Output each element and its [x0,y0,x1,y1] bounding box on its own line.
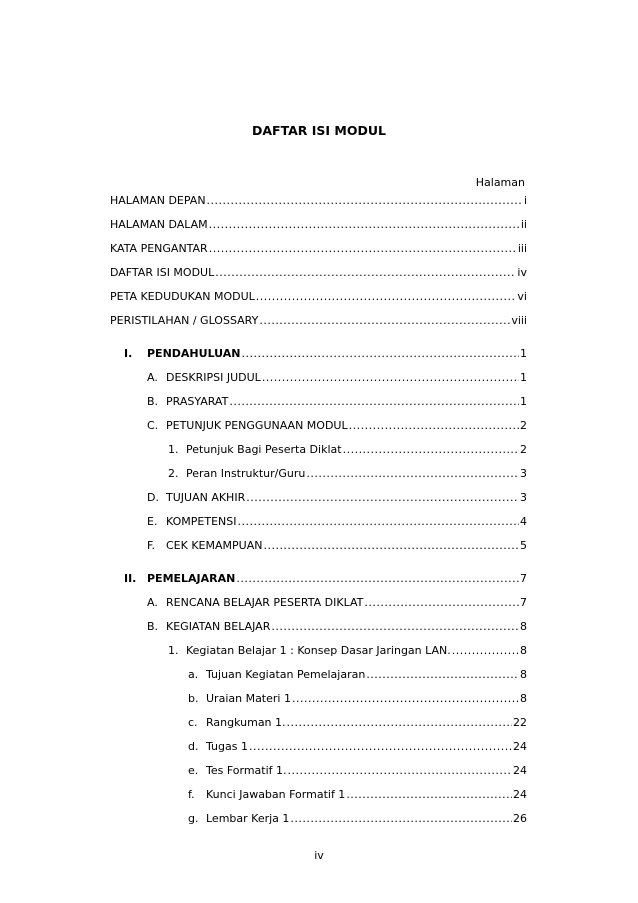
toc-entry-kata-pengantar[interactable] [110,241,527,257]
leader-dots [290,811,512,827]
leader-dots [229,394,519,410]
leader-dots [215,265,516,281]
toc-entry-label: TUJUAN AKHIR [166,491,246,504]
toc-entry-peristilahan[interactable] [110,313,527,329]
toc-entry-peran-instruktur[interactable] [168,466,527,482]
toc-entry-number: 1. [168,443,179,456]
toc-entry-uraian-materi[interactable] [188,691,527,707]
toc-entry-label: DESKRIPSI JUDUL [166,371,261,384]
toc-entry-number: b. [188,692,199,705]
toc-entry-page: 8 [520,620,527,633]
toc-entry-page: 8 [520,644,527,657]
toc-entry-page: 1 [520,371,527,384]
toc-entry-number: A. [147,596,158,609]
toc-entry-label: Uraian Materi 1 [206,692,291,705]
toc-section-pendahuluan[interactable] [124,346,527,362]
toc-entry-page: 8 [520,692,527,705]
leader-dots [259,313,510,329]
toc-entry-tujuan-akhir[interactable] [147,490,527,506]
toc-entry-label: PENDAHULUAN [147,347,241,360]
toc-entry-rangkuman[interactable] [188,715,527,731]
toc-section-pemelajaran[interactable] [124,571,527,587]
toc-entry-label: PETA KEDUDUKAN MODUL [110,290,255,303]
toc-entry-page: 3 [520,491,527,504]
toc-entry-label: PRASYARAT [166,395,229,408]
toc-entry-label: PETUNJUK PENGGUNAAN MODUL [166,419,348,432]
toc-entry-label: KOMPETENSI [166,515,237,528]
toc-entry-page: vi [517,290,527,303]
toc-entry-lembar-kerja[interactable] [188,811,527,827]
toc-entry-page: 22 [513,716,527,729]
toc-entry-page: i [523,194,527,207]
toc-entry-label: PEMELAJARAN [147,572,236,585]
toc-entry-page: 3 [520,467,527,480]
toc-entry-page: 7 [520,596,527,609]
toc-entry-number: C. [147,419,159,432]
leader-dots [242,346,520,362]
toc-entry-number: I. [124,347,133,360]
toc-entry-page: viii [511,314,527,327]
toc-entry-page: 2 [520,419,527,432]
leader-dots [349,418,519,434]
toc-entry-page: iv [517,266,527,279]
toc-entry-kegiatan-belajar[interactable] [147,619,527,635]
toc-entry-page: 2 [520,443,527,456]
toc-entry-kegiatan-belajar-1[interactable] [168,643,527,659]
toc-entry-kompetensi[interactable] [147,514,527,530]
leader-dots [343,442,519,458]
toc-entry-number: D. [147,491,159,504]
toc-entry-number: f. [188,788,195,801]
leader-dots [288,763,512,779]
toc-entry-label: Tes Formatif 1. [206,764,287,777]
toc-entry-number: 1. [168,644,179,657]
toc-entry-label: CEK KEMAMPUAN [166,539,263,552]
leader-dots [209,217,520,233]
toc-entry-number: B. [147,620,159,633]
toc-entry-halaman-dalam[interactable] [110,217,527,233]
leader-dots [209,241,517,257]
leader-dots [346,787,512,803]
toc-entry-daftar-isi[interactable] [110,265,527,281]
toc-entry-label: HALAMAN DEPAN [110,194,206,207]
toc-entry-tes-formatif[interactable] [188,763,527,779]
toc-entry-number: c. [188,716,198,729]
toc-entry-page: 1 [520,395,527,408]
toc-entry-label: Tujuan Kegiatan Pemelajaran [206,668,366,681]
toc-entry-page: 8 [520,668,527,681]
leader-dots [237,514,519,530]
leader-dots [287,715,512,731]
leader-dots [262,370,519,386]
toc-entry-page: 26 [513,812,527,825]
toc-entry-number: E. [147,515,158,528]
page-number-footer: iv [314,849,324,862]
toc-entry-label: Lembar Kerja 1 [206,812,290,825]
page-title: DAFTAR ISI MODUL [251,123,386,138]
page-column-header: Halaman [475,176,525,189]
toc-entry-label: PERISTILAHAN / GLOSSARY [110,314,259,327]
toc-entry-label: KATA PENGANTAR [110,242,208,255]
toc-entry-page: 7 [520,572,527,585]
leader-dots [236,571,519,587]
toc-entry-label: KEGIATAN BELAJAR [166,620,271,633]
toc-entry-deskripsi-judul[interactable] [147,370,527,386]
leader-dots [306,466,519,482]
toc-entry-petunjuk-peserta[interactable] [168,442,527,458]
toc-entry-label: Kunci Jawaban Formatif 1 [206,788,346,801]
toc-entry-page: 4 [520,515,527,528]
toc-entry-page: 24 [513,740,527,753]
toc-entry-label: Rangkuman 1. [206,716,286,729]
leader-dots [249,739,512,755]
toc-entry-rencana-belajar[interactable] [147,595,527,611]
leader-dots [452,643,519,659]
leader-dots [256,289,517,305]
toc-entry-halaman-depan[interactable] [110,193,527,209]
toc-entry-tujuan-kegiatan[interactable] [188,667,527,683]
toc-entry-page: 24 [513,764,527,777]
toc-entry-number: d. [188,740,199,753]
toc-entry-number: g. [188,812,199,825]
toc-entry-label: HALAMAN DALAM [110,218,208,231]
toc-entry-number: A. [147,371,158,384]
toc-entry-kunci-jawaban[interactable] [188,787,527,803]
toc-entry-label: Kegiatan Belajar 1 : Konsep Dasar Jaringan LAN. [186,644,451,657]
toc-entry-prasyarat[interactable] [147,394,527,410]
toc-entry-number: 2. [168,467,179,480]
toc-entry-label: Peran Instruktur/Guru [186,467,306,480]
toc-entry-number: B. [147,395,159,408]
toc-entry-page: ii [520,218,527,231]
toc-entry-number: a. [188,668,199,681]
leader-dots [263,538,519,554]
toc-entry-petunjuk-penggunaan[interactable] [147,418,527,434]
leader-dots [364,595,519,611]
leader-dots [366,667,519,683]
toc-entry-label: Tugas 1 [206,740,248,753]
toc-entry-page: 1 [520,347,527,360]
toc-entry-page: 24 [513,788,527,801]
toc-entry-number: e. [188,764,199,777]
toc-entry-label: DAFTAR ISI MODUL [110,266,215,279]
toc-entry-tugas[interactable] [188,739,527,755]
toc-entry-number: F. [147,539,156,552]
toc-entry-peta-kedudukan[interactable] [110,289,527,305]
toc-entry-page: iii [517,242,527,255]
toc-entry-cek-kemampuan[interactable] [147,538,527,554]
leader-dots [246,490,519,506]
leader-dots [271,619,519,635]
toc-entry-label: RENCANA BELAJAR PESERTA DIKLAT [166,596,364,609]
leader-dots [292,691,519,707]
leader-dots [207,193,523,209]
toc-entry-page: 5 [520,539,527,552]
toc-entry-label: Petunjuk Bagi Peserta Diklat [186,443,342,456]
toc-entry-number: II. [124,572,137,585]
